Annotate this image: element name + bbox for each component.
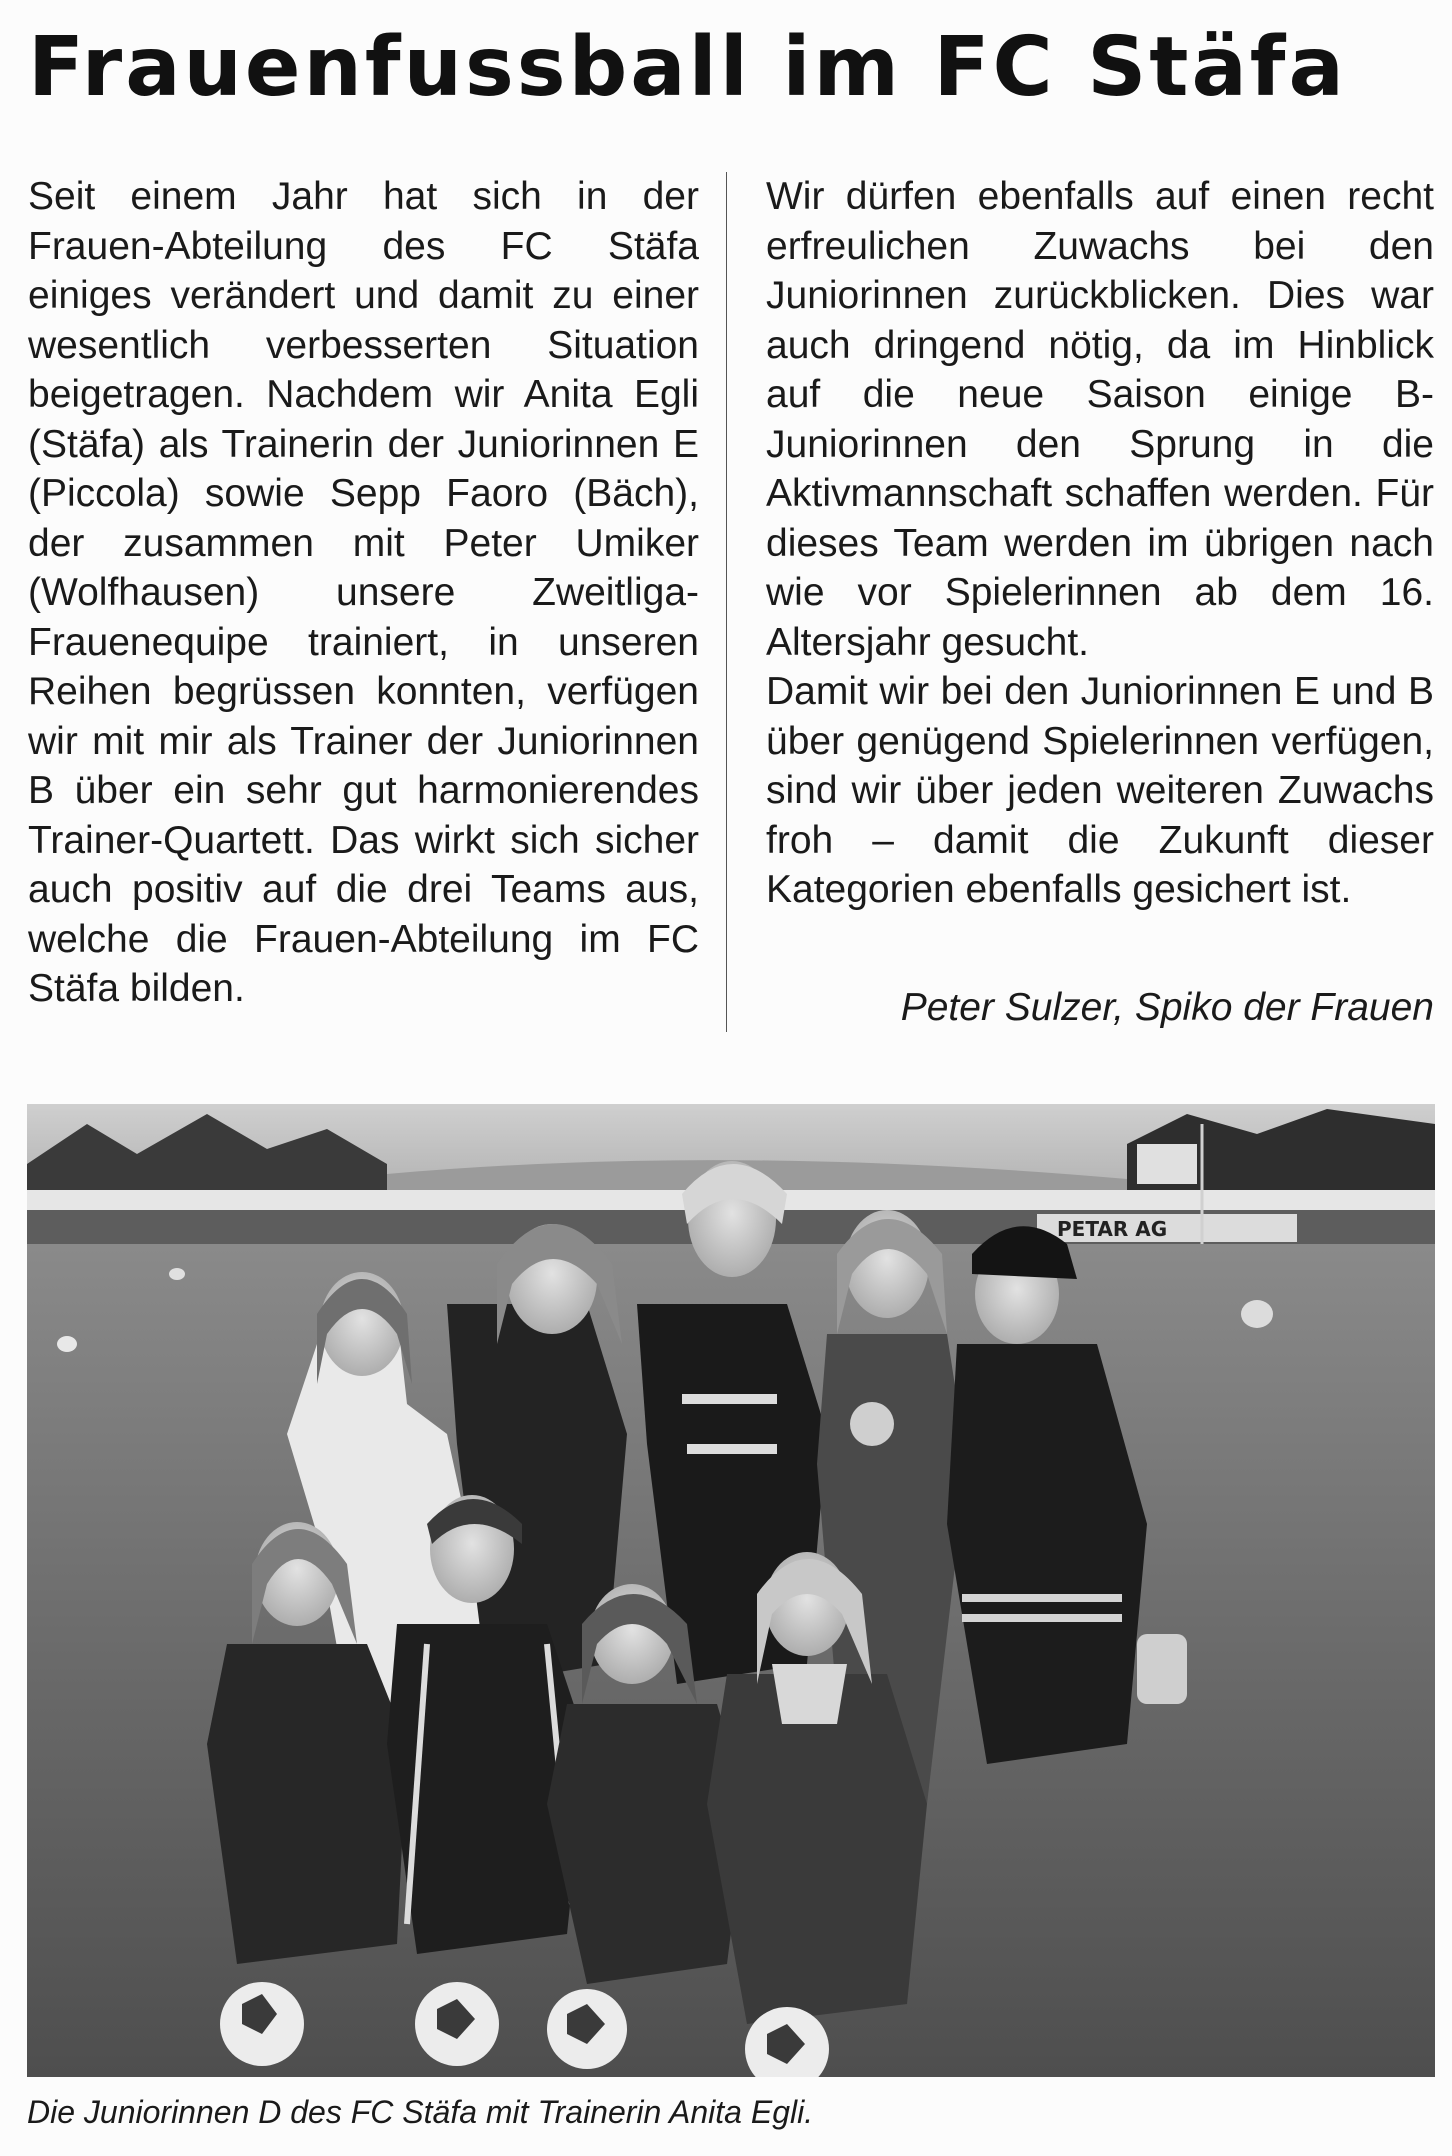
left-column-text: Seit einem Jahr hat sich in der Frauen-Abteilung des FC Stäfa einiges verändert und damit zu einer wesentlich verbesserten Situation beigetragen. Nachdem wir Anita Egli (Stäfa) als Trainerin der Juniorinnen E (Piccola) sowie Sepp Faoro (Bäch), der zusammen mit Peter Umiker (Wolfhausen) unsere Zweitliga-Frauenequipe trainiert, in unseren Reihen begrüssen konnten, verfügen wir mit mir als Trainer der Juniorinnen B über ein sehr gut harmonierendes Trainer-Quartett. Das wirkt sich sicher auch positiv auf die drei Teams aus, welche die Frauen-Abteilung im FC Stäfa bilden. bbox=[28, 175, 699, 1010]
author-byline: Peter Sulzer, Spiko der Frauen bbox=[900, 986, 1434, 1029]
left-column bbox=[28, 172, 699, 1014]
column-divider bbox=[726, 172, 727, 1032]
team-photo bbox=[27, 1104, 1435, 2077]
right-paragraph-2: Damit wir bei den Juniorinnen E und B über genügend Spielerinnen verfügen, sind wir über jeden weiteren Zuwachs froh – damit die Zukunft dieser Kategorien ebenfalls gesichert ist. bbox=[766, 670, 1434, 911]
right-paragraph-1: Wir dürfen ebenfalls auf einen recht erfreulichen Zuwachs bei den Juniorinnen zurückblicken. Dies war auch dringend nötig, da im Hinblick auf die neue Saison einige B-Juniorinnen den Sprung in die Aktivmannschaft schaffen werden. Für dieses Team werden im übrigen nach wie vor Spielerinnen ab dem 16. Altersjahr gesucht. bbox=[766, 175, 1434, 664]
right-column bbox=[766, 172, 1434, 915]
article-title: Frauenfussball im FC Stäfa bbox=[28, 20, 1347, 115]
photo-caption: Die Juniorinnen D des FC Stäfa mit Trainerin Anita Egli. bbox=[27, 2094, 814, 2130]
stadium-banner-text: PETAR AG bbox=[1057, 1217, 1168, 1241]
